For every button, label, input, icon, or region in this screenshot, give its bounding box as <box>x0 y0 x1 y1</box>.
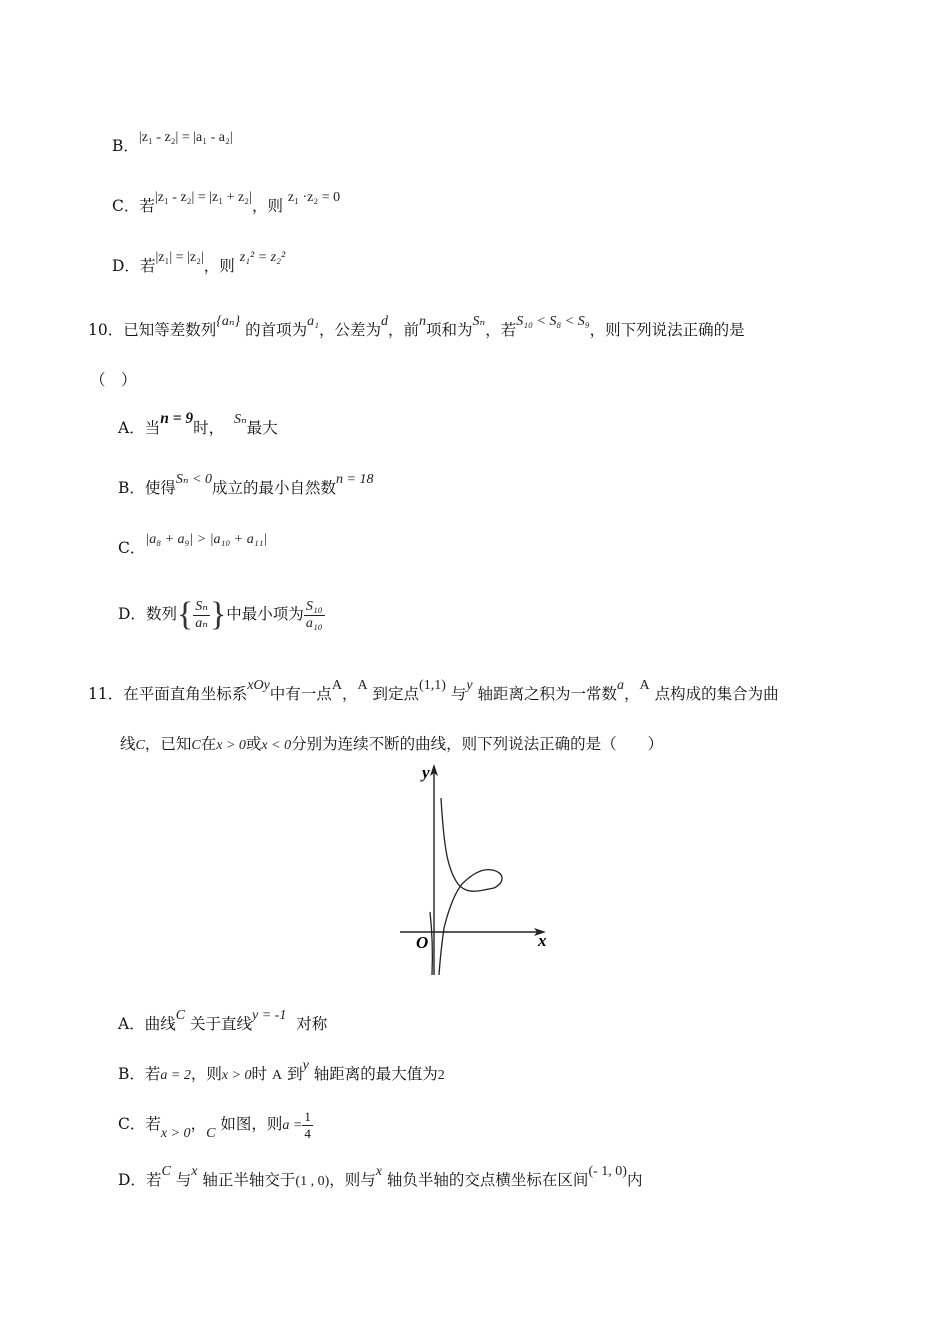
sequence-fraction <box>193 599 210 632</box>
numerator: 1 <box>304 1108 311 1124</box>
answer-parentheses: （ ） <box>90 371 137 389</box>
text: ，若 <box>485 321 517 339</box>
text: 与 <box>175 1171 192 1189</box>
option-label: B． <box>112 137 139 155</box>
formula: C <box>206 1126 216 1141</box>
text: 轴正半轴交于 <box>202 1171 296 1189</box>
formula: C <box>191 738 201 753</box>
text: 若 <box>139 257 156 275</box>
formula: d <box>380 314 388 329</box>
text: 中最小项为 <box>226 605 304 623</box>
formula: x > 0 <box>160 1126 191 1141</box>
text: ，则下列说法正确的是 <box>589 321 745 339</box>
formula: a₁ <box>307 314 319 329</box>
option-label: D． <box>112 257 140 275</box>
formula: y = -1 <box>252 1008 287 1023</box>
text: 或 <box>245 735 262 753</box>
text: 已知等差数列 <box>123 321 217 339</box>
curve-graph <box>396 760 556 978</box>
formula: A <box>331 678 342 693</box>
text: 时 <box>251 1065 268 1083</box>
text: 轴距离之积为一常数 <box>477 685 617 703</box>
text: ，则与 <box>329 1171 376 1189</box>
option-label: C． <box>112 197 140 215</box>
formula: n = 18 <box>336 472 374 487</box>
text: 轴距离的最大值为 <box>313 1065 438 1083</box>
text: 若 <box>145 1171 162 1189</box>
left-brace: { <box>176 596 194 633</box>
option-label: D． <box>118 1171 146 1189</box>
text: 使得 <box>144 479 176 497</box>
formula: |z₁| = |z₂| <box>155 250 204 265</box>
y-axis-label: y <box>422 763 430 782</box>
option-label: A． <box>118 1015 145 1033</box>
formula: C <box>161 1164 171 1179</box>
x-axis-label: x <box>538 931 547 950</box>
formula: y <box>302 1058 309 1073</box>
q10-stem <box>88 314 745 342</box>
formula: Sₙ <box>472 314 486 329</box>
formula: Sₙ < 0 <box>175 472 213 487</box>
right-brace: } <box>209 596 227 633</box>
q11-stem-line2 <box>120 734 663 756</box>
text: ，则 <box>203 257 235 275</box>
origin-label: O <box>416 933 429 952</box>
formula: y <box>466 678 473 693</box>
q9-option-b <box>112 130 233 158</box>
text: ， <box>190 1115 207 1133</box>
text: 关于直线 <box>190 1015 253 1033</box>
formula: (1,1) <box>419 678 446 693</box>
text: ， <box>341 685 358 703</box>
numerator: S₁₀ <box>305 598 323 614</box>
text: 数列 <box>145 605 177 623</box>
text: 到定点 <box>372 685 420 703</box>
text: 对称 <box>296 1015 328 1033</box>
option-label: A． <box>118 419 145 437</box>
formula: z₁² = z₂² <box>239 250 286 265</box>
q10-option-b <box>118 472 374 500</box>
formula: {aₙ} <box>216 314 241 329</box>
formula: 2 <box>437 1068 445 1083</box>
text: 在平面直角坐标系 <box>123 685 248 703</box>
text: 中有一点 <box>269 685 332 703</box>
denominator: 4 <box>304 1125 311 1141</box>
formula: x > 0 <box>216 738 246 753</box>
text: ，已知 <box>144 735 192 753</box>
formula: A <box>639 678 650 693</box>
text: 与 <box>450 685 467 703</box>
fraction-one-quarter <box>302 1109 313 1142</box>
formula: a = <box>282 1118 303 1133</box>
text: 最大 <box>246 419 278 437</box>
text: 曲线 <box>144 1015 176 1033</box>
formula: (- 1, 0) <box>588 1164 627 1179</box>
q10-option-d <box>118 594 325 635</box>
formula: xOy <box>247 678 270 693</box>
option-label: B． <box>118 479 145 497</box>
formula: a <box>616 678 624 693</box>
formula: |z₁ - z₂| = |z₁ + z₂| <box>154 190 252 205</box>
curve-c-right-branch <box>439 798 502 975</box>
text: ，则 <box>190 1065 222 1083</box>
formula: C <box>135 738 145 753</box>
formula: z₁ ·z₂ = 0 <box>287 190 341 205</box>
formula: n = 9 <box>160 410 194 427</box>
q9-option-c <box>112 190 341 218</box>
q11-option-d <box>118 1164 643 1192</box>
text: 若 <box>144 1065 161 1083</box>
min-term-fraction <box>304 599 325 632</box>
formula: A <box>357 678 368 693</box>
text: 若 <box>145 1115 161 1133</box>
formula: n <box>418 314 426 329</box>
formula: a = 2 <box>160 1068 191 1083</box>
option-label: D． <box>118 605 146 623</box>
q10-option-a <box>118 410 278 440</box>
formula: x <box>375 1164 382 1179</box>
formula: |a₈ + a₉| > |a₁₀ + a₁₁| <box>145 532 268 547</box>
formula: C <box>175 1008 186 1023</box>
formula: x <box>191 1164 198 1179</box>
q9-option-d <box>112 250 286 278</box>
text: 分别为连续不断的曲线，则下列说法正确的是（ ） <box>291 735 664 753</box>
text: 若 <box>139 197 155 215</box>
text: 的首项为 <box>245 321 308 339</box>
text: 当 <box>144 419 161 437</box>
denominator: aₙ <box>195 615 208 631</box>
text: ，则 <box>251 197 283 215</box>
formula: Sₙ <box>234 412 247 427</box>
text: ，公差为 <box>318 321 381 339</box>
text: 在 <box>200 735 217 753</box>
text: 时， <box>193 419 225 437</box>
text: 项和为 <box>425 321 473 339</box>
formula: (1 , 0) <box>295 1174 330 1189</box>
text: ， <box>623 685 640 703</box>
text: 点构成的集合为曲 <box>654 685 779 703</box>
option-label: C． <box>118 539 146 557</box>
question-number: 11． <box>88 685 124 703</box>
text: ，前 <box>387 321 419 339</box>
formula: A <box>272 1068 283 1083</box>
formula: x < 0 <box>261 738 292 753</box>
q11-option-c <box>118 1104 313 1146</box>
option-label: B． <box>118 1065 145 1083</box>
formula: |z₁ - z₂| = |a₁ - a₂| <box>138 130 233 145</box>
denominator: a₁₀ <box>305 615 323 631</box>
option-label: C． <box>118 1115 146 1133</box>
text: 轴负半轴的交点横坐标在区间 <box>386 1171 589 1189</box>
question-number: 10． <box>88 321 124 339</box>
text: 成立的最小自然数 <box>212 479 337 497</box>
q10-option-c <box>118 532 268 560</box>
q11-option-b <box>118 1058 445 1086</box>
text: 线 <box>120 735 136 753</box>
text: 到 <box>287 1065 303 1083</box>
formula: S₁₀ < S₈ < S₉ <box>516 314 590 329</box>
numerator: Sₙ <box>195 598 208 614</box>
q11-stem-line1 <box>88 678 779 706</box>
text: 如图，则 <box>220 1115 283 1133</box>
text: 内 <box>626 1171 643 1189</box>
formula: x > 0 <box>221 1068 252 1083</box>
q11-option-a <box>118 1008 328 1036</box>
curve-c-left-branch <box>430 912 432 975</box>
